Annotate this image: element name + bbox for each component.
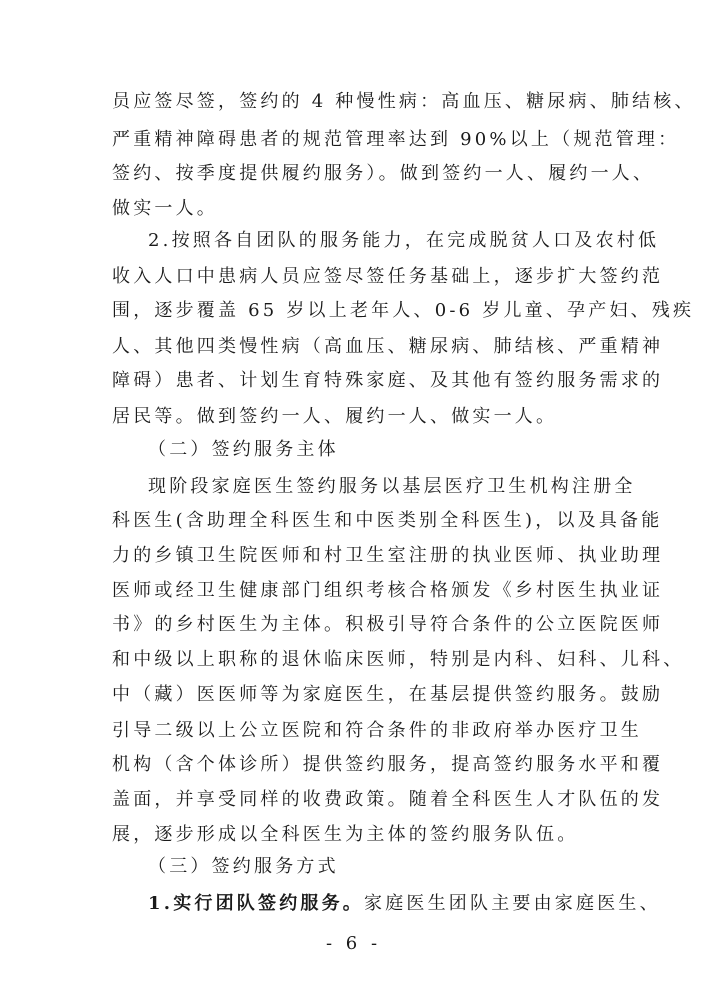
body-text-line: 严重精神障碍患者的规范管理率达到 90%以上（规范管理： [112, 129, 680, 150]
body-text-line: 和中级以上职称的退休临床医师，特别是内科、妇科、儿科、 [112, 649, 685, 670]
paragraph-start-line [148, 893, 661, 915]
body-text-line: 力的乡镇卫生院医师和村卫生室注册的执业医师、执业助理 [112, 545, 664, 566]
section-heading: （二）签约服务主体 [148, 439, 339, 460]
body-text-line: 居民等。做到签约一人、履约一人、做实一人。 [112, 406, 558, 427]
section-heading: （三）签约服务方式 [148, 856, 339, 877]
body-text-line: 科医生(含助理全科医生和中医类别全科医生)，以及具备能 [112, 510, 663, 531]
body-text-line: 做实一人。 [112, 198, 218, 219]
body-text-line: 展，逐步形成以全科医生为主体的签约服务队伍。 [112, 824, 579, 845]
body-text-line: 围，逐步覆盖 65 岁以上老年人、0-6 岁儿童、孕产妇、残疾 [112, 300, 695, 321]
body-text-line: 中（藏）医医师等为家庭医生，在基层提供签约服务。鼓励 [112, 684, 664, 705]
body-text-line: 机构（含个体诊所）提供签约服务，提高签约服务水平和覆 [112, 754, 664, 775]
body-text-span: 家庭医生团队主要由家庭医生、 [364, 893, 661, 914]
body-text-line: 人、其他四类慢性病（高血压、糖尿病、肺结核、严重精神 [112, 336, 664, 357]
paragraph-start-line: 2.按照各自团队的服务能力，在完成脱贫人口及农村低 [148, 230, 660, 251]
body-text-line: 收入人口中患病人员应签尽签任务基础上，逐步扩大签约范 [112, 266, 664, 287]
body-text-line: 盖面，并享受同样的收费政策。随着全科医生人才队伍的发 [112, 789, 664, 810]
paragraph-start-line: 现阶段家庭医生签约服务以基层医疗卫生机构注册全 [148, 476, 636, 497]
body-text-line: 引导二级以上公立医院和符合条件的非政府举办医疗卫生 [112, 720, 642, 741]
numbered-heading-bold: 1.实行团队签约服务。 [148, 893, 364, 914]
page-number: - 6 - [325, 933, 382, 954]
body-text-line: 障碍）患者、计划生育特殊家庭、及其他有签约服务需求的 [112, 370, 664, 391]
body-text-line: 书》的乡村医生为主体。积极引导符合条件的公立医院医师 [112, 614, 664, 635]
body-text-line: 员应签尽签，签约的 4 种慢性病：高血压、糖尿病、肺结核、 [112, 91, 696, 112]
body-text-line: 医师或经卫生健康部门组织考核合格颁发《乡村医生执业证 [112, 580, 664, 601]
body-text-line: 签约、按季度提供履约服务）。做到签约一人、履约一人、 [112, 163, 655, 184]
